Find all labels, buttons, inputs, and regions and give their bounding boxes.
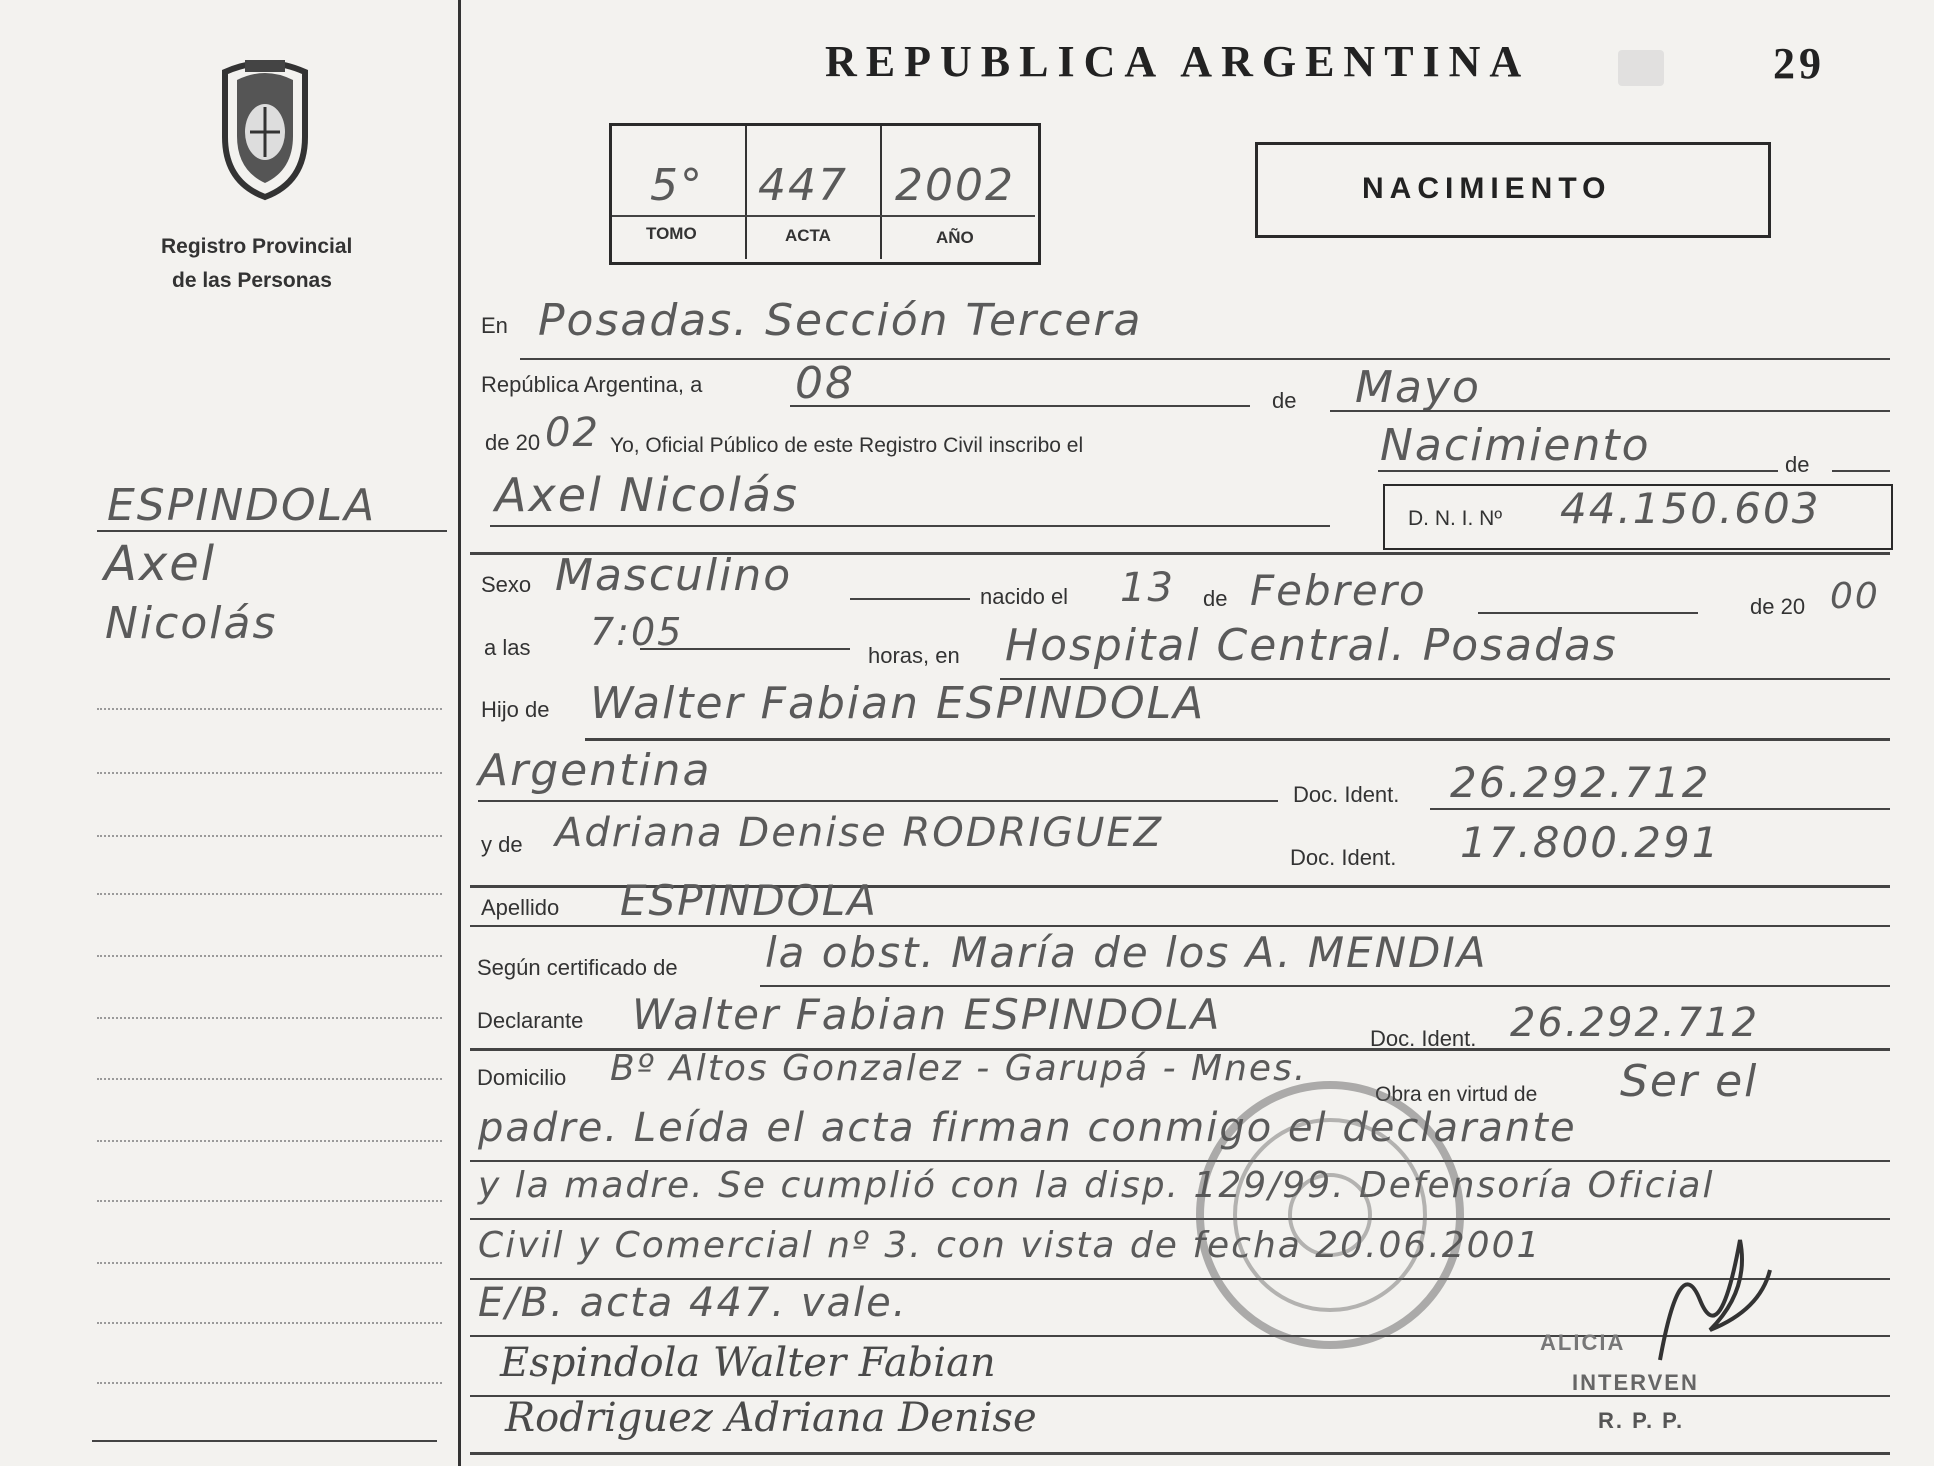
official-signature-icon [1640, 1210, 1780, 1370]
margin-dots [97, 835, 442, 837]
hijo-label: Hijo de [481, 697, 550, 722]
lugar-inscripcion: Posadas. Sección Tercera [538, 295, 1143, 346]
inscription-month: Mayo [1355, 362, 1481, 413]
form-rule [520, 358, 1890, 360]
de-20-label-2: de 20 [1750, 594, 1806, 619]
observaciones-line-2: y la madre. Se cumplió con la disp. 129/99. Defensoría Oficial [478, 1165, 1715, 1206]
margin-dots [97, 1322, 442, 1324]
form-rule [640, 648, 850, 650]
margin-dots [97, 1262, 442, 1264]
obra-label: Obra en virtud de [1375, 1083, 1538, 1106]
form-rule [1478, 612, 1698, 614]
form-rule [1330, 410, 1890, 412]
registry-name-line2: de las Personas [172, 269, 332, 292]
acta-label: ACTA [785, 226, 831, 245]
signature-declarante: Espindola Walter Fabian [500, 1340, 996, 1386]
margin-dots [97, 1078, 442, 1080]
page-number: 29 [1773, 39, 1825, 88]
de-label-2: de [1785, 452, 1810, 477]
tomo-label: TOMO [646, 224, 697, 243]
form-rule [470, 1452, 1890, 1455]
form-rule [470, 1160, 1890, 1162]
form-rule [1378, 470, 1778, 472]
birth-place: Hospital Central. Posadas [1005, 620, 1618, 671]
domicilio-label: Domicilio [477, 1065, 567, 1090]
form-rule [470, 925, 1890, 927]
certificado-label: Según certificado de [477, 955, 678, 980]
birth-hour: 7:05 [590, 610, 684, 654]
margin-rule [97, 530, 447, 532]
observaciones-line-3: Civil y Comercial nº 3. con vista de fecha 20.06.2001 [478, 1225, 1542, 1266]
record-box-divider [745, 126, 747, 259]
margin-dots [97, 955, 442, 957]
apellido-value: ESPINDOLA [620, 876, 878, 925]
form-rule [1832, 470, 1890, 472]
acta-value: 447 [758, 160, 848, 211]
signature-madre: Rodriguez Adriana Denise [505, 1395, 1037, 1441]
horas-label: horas, en [868, 643, 960, 668]
doc-ident-label-father: Doc. Ident. [1293, 782, 1400, 807]
acto-value: Nacimiento [1380, 420, 1651, 471]
inscription-day: 08 [795, 358, 855, 409]
form-rule [760, 985, 1890, 987]
stamp-line-3: R. P. P. [1598, 1408, 1685, 1433]
dni-label: D. N. I. Nº [1408, 507, 1503, 530]
margin-dots [97, 1200, 442, 1202]
faint-stamp-mark [1618, 50, 1664, 86]
declarante-doc-label: Doc. Ident. [1370, 1026, 1477, 1051]
certificado-value: la obst. María de los A. MENDIA [765, 928, 1488, 977]
record-box-divider [880, 126, 882, 259]
father-doc: 26.292.712 [1450, 758, 1711, 807]
dni-value: 44.150.603 [1560, 484, 1821, 533]
ano-label: AÑO [936, 228, 974, 247]
form-rule [490, 525, 1330, 527]
declarante-value: Walter Fabian ESPINDOLA [632, 990, 1222, 1039]
margin-given-name-2: Nicolás [105, 598, 278, 649]
ano-value: 2002 [895, 160, 1015, 211]
form-rule [585, 738, 1890, 741]
registry-name-line1: Registro Provincial [161, 235, 353, 258]
record-type-label: NACIMIENTO [1362, 172, 1612, 205]
margin-dots [97, 893, 442, 895]
de-label-3: de [1203, 586, 1228, 611]
margin-dots [97, 708, 442, 710]
margin-bottom-rule [92, 1440, 437, 1442]
country-title: REPUBLICA ARGENTINA [825, 37, 1531, 86]
observaciones-line-4: E/B. acta 447. vale. [478, 1280, 908, 1326]
nacido-label: nacido el [980, 584, 1069, 609]
en-label: En [481, 313, 508, 338]
obra-value: Ser el [1620, 1056, 1759, 1107]
child-name: Axel Nicolás [495, 468, 799, 522]
margin-dots [97, 1140, 442, 1142]
mother-doc: 17.800.291 [1460, 818, 1721, 867]
stamp-line-1: ALICIA [1540, 1330, 1626, 1355]
father-name: Walter Fabian ESPINDOLA [590, 678, 1206, 729]
margin-surname: ESPINDOLA [107, 480, 377, 531]
official-seal-stamp-icon [1190, 1075, 1470, 1355]
margin-dots [97, 772, 442, 774]
mother-name: Adriana Denise RODRIGUEZ [555, 810, 1164, 856]
sexo-value: Masculino [555, 550, 793, 601]
form-rule [850, 598, 970, 600]
sexo-label: Sexo [481, 572, 532, 597]
birth-day: 13 [1120, 565, 1175, 611]
republica-label: República Argentina, a [481, 372, 703, 397]
y-de-label: y de [481, 832, 523, 857]
coat-of-arms-seal-icon [205, 52, 325, 202]
observaciones-line-1: padre. Leída el acta firman conmigo el declarante [478, 1105, 1577, 1151]
margin-given-name-1: Axel [104, 536, 217, 592]
margin-dots [97, 1017, 442, 1019]
form-rule [478, 800, 1278, 802]
form-rule [790, 405, 1250, 407]
page-divider [458, 0, 461, 1466]
form-rule [1430, 808, 1890, 810]
margin-dots [97, 1382, 442, 1384]
doc-ident-label-mother: Doc. Ident. [1290, 845, 1397, 870]
inscribo-text: Yo, Oficial Público de este Registro Civil inscribo el [610, 434, 1084, 457]
de-label-1: de [1272, 388, 1297, 413]
birth-year: 00 [1830, 576, 1880, 617]
a-las-label: a las [484, 635, 531, 660]
birth-month: Febrero [1250, 566, 1427, 615]
apellido-label: Apellido [481, 895, 560, 920]
tomo-value: 5° [650, 160, 704, 211]
inscription-year: 02 [545, 410, 600, 456]
de-20-label: de 20 [485, 430, 541, 455]
declarante-doc: 26.292.712 [1510, 1000, 1760, 1046]
declarante-label: Declarante [477, 1008, 584, 1033]
stamp-line-2: INTERVEN [1572, 1370, 1699, 1395]
father-nationality: Argentina [478, 745, 712, 796]
domicilio-value: Bº Altos Gonzalez - Garupá - Mnes. [610, 1048, 1308, 1089]
record-box-rule [612, 215, 1035, 217]
